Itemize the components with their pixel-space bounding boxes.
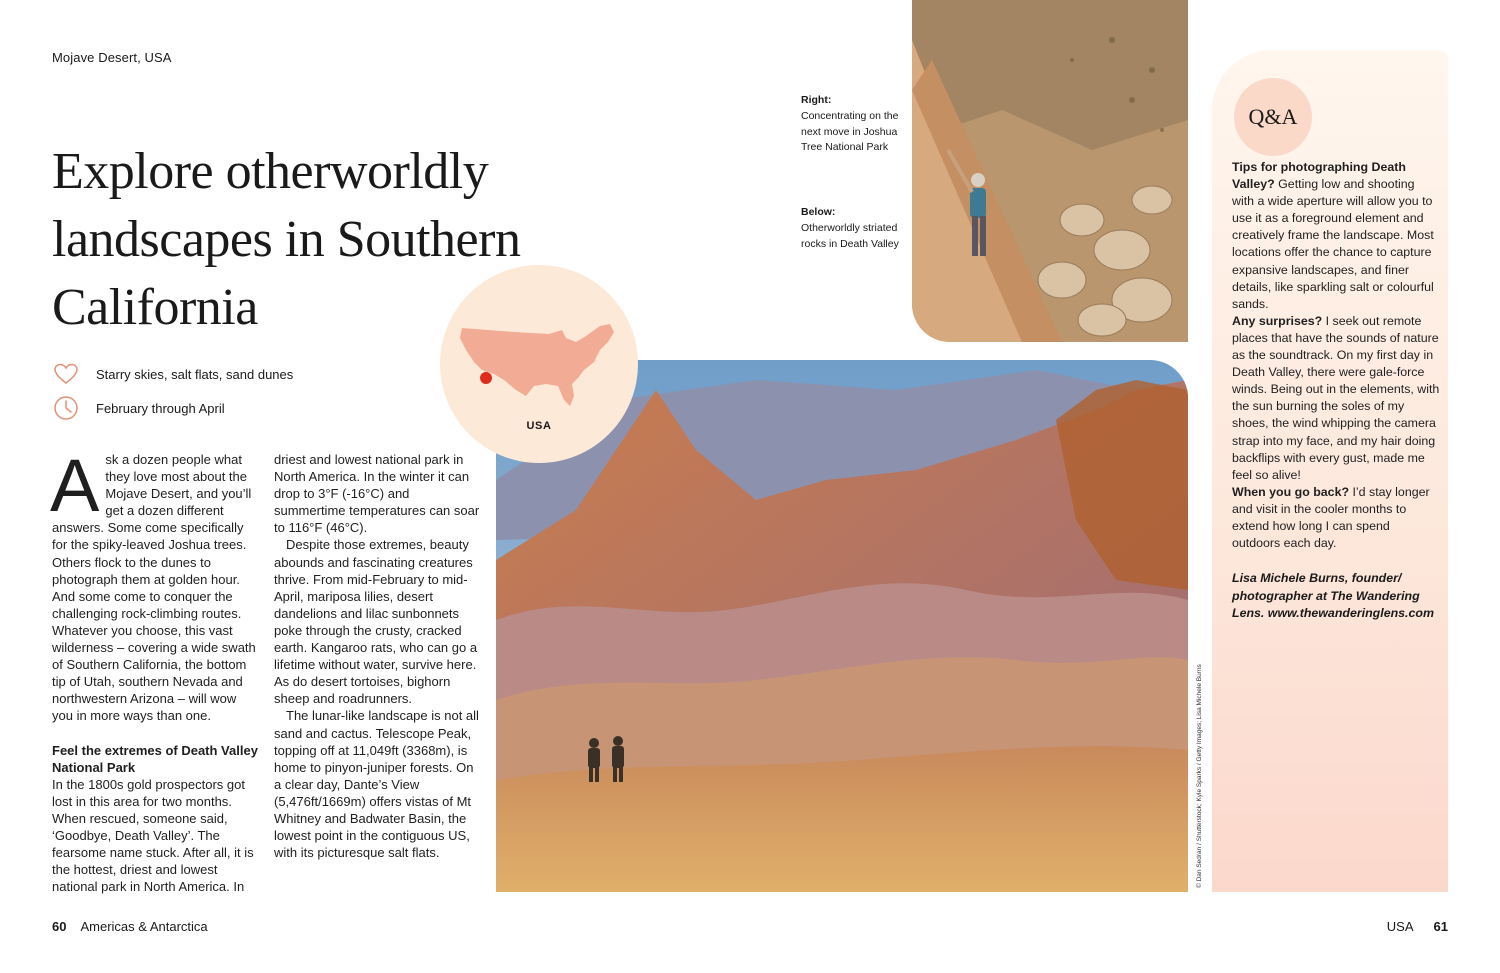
caption-label: Right: bbox=[801, 94, 832, 106]
clock-icon bbox=[52, 394, 80, 422]
qa-answer: I’d stay longer and visit in the cooler months to extend how long I can spend outdoors each day. bbox=[1232, 484, 1430, 551]
section-name: USA bbox=[1386, 919, 1414, 934]
fact-text: February through April bbox=[96, 400, 225, 416]
body-paragraph-continued: driest and lowest national park in North America. In the winter it can drop to 3°F (-16°C) and summertime temperatures can soar to 116°F (46°C). bbox=[274, 452, 480, 536]
body-paragraph: In the 1800s gold prospectors got lost in this area for two months. When rescued, someone said, ‘Goodbye, Death Valley’. The fearsome name stuck. After all, it is the hottest, driest and lowest national park in North America. In bbox=[52, 776, 254, 894]
fact-season bbox=[52, 394, 225, 422]
section-subhead: Feel the extremes of Death Valley National Park bbox=[52, 742, 258, 775]
qa-badge: Q&A bbox=[1234, 78, 1312, 156]
page-number: 60 bbox=[52, 919, 67, 934]
footer-left bbox=[52, 919, 208, 934]
qa-question: When you go back? bbox=[1232, 484, 1350, 499]
photo-credit: © Dan Sedran / Shutterstock; Kyle Sparks / Getty Images; Lisa Michele Burns bbox=[1196, 664, 1203, 888]
location-kicker: Mojave Desert, USA bbox=[52, 50, 172, 65]
fact-text: Starry skies, salt flats, sand dunes bbox=[96, 366, 294, 382]
heart-icon bbox=[52, 360, 80, 388]
body-paragraph: Despite those extremes, beauty abounds and fascinating creatures thrive. From mid-February to mid-April, mariposa lilies, desert dandelions and lilac sunbonnets poke through the crusty, cracked earth. Kangaroo rats, who can go a lifetime without water, survive here. As do desert tortoises, bighorn sheep and roadrunners. bbox=[274, 537, 478, 707]
joshua-tree-climber-photo bbox=[912, 0, 1188, 342]
qa-answer: Getting low and shooting with a wide aperture will allow you to use it as a foreground element and creatively frame the landscape. Most locations offer the chance to capture expansive landscapes, and finer details, like sparkling salt or colourful sands. bbox=[1232, 177, 1434, 311]
fact-highlights bbox=[52, 360, 293, 388]
map-label: USA bbox=[526, 420, 552, 432]
footer-right bbox=[1387, 919, 1448, 934]
qa-question: Tips for photographing Death Valley? bbox=[1232, 160, 1406, 192]
drop-cap: A bbox=[50, 444, 100, 527]
caption-below bbox=[801, 205, 905, 252]
caption-text: Concentrating on the next move in Joshua Tree National Park bbox=[801, 109, 899, 154]
qa-answer: I seek out remote places that have the sounds of nature as the soundtrack. On my first day in Death Valley, there were gale-force winds. Being out in the elements, with the sun burning the soles of my shoes, the wind whipping the camera strap into my face, and my hair doing backflips with every gust, made me feel so alive! bbox=[1232, 313, 1440, 482]
caption-right bbox=[801, 93, 905, 156]
qa-interview bbox=[1232, 159, 1440, 552]
intro-paragraph: sk a dozen people what they love most about the Mojave Desert, and you’ll get a dozen different answers. Some come specifically for the spiky-leaved Joshua trees. Others flock to the dunes to photograph them at golden hour. And some come to conquer the challenging rock-climbing routes. Whatever you choose, this vast wilderness – covering a wide swath of Southern California, the bottom tip of Utah, southern Nevada and northwestern Arizona – will wow you in more ways than one. bbox=[52, 452, 256, 724]
page-number: 61 bbox=[1433, 919, 1448, 934]
body-column-1 bbox=[50, 444, 258, 894]
locator-map bbox=[440, 265, 638, 463]
caption-label: Below: bbox=[801, 206, 836, 218]
usa-map-icon bbox=[454, 320, 624, 410]
qa-signature: Lisa Michele Burns, founder/ photographer at The Wandering Lens. www.thewanderinglens.com bbox=[1232, 571, 1434, 621]
body-column-2 bbox=[274, 451, 480, 861]
body-paragraph: The lunar-like landscape is not all sand and cactus. Telescope Peak, topping off at 11,049ft (3368m), is home to pinyon-juniper forests. On a clear day, Dante’s View (5,476ft/1669m) offers vistas of Mt Whitney and Badwater Basin, the lowest point in the contiguous US, with its picturesque salt flats. bbox=[274, 708, 479, 861]
page-title: Explore otherworldly landscapes in Southern California bbox=[52, 143, 521, 336]
qa-question: Any surprises? bbox=[1232, 313, 1323, 328]
caption-text: Otherworldly striated rocks in Death Valley bbox=[801, 221, 899, 250]
section-name: Americas & Antarctica bbox=[80, 919, 208, 934]
